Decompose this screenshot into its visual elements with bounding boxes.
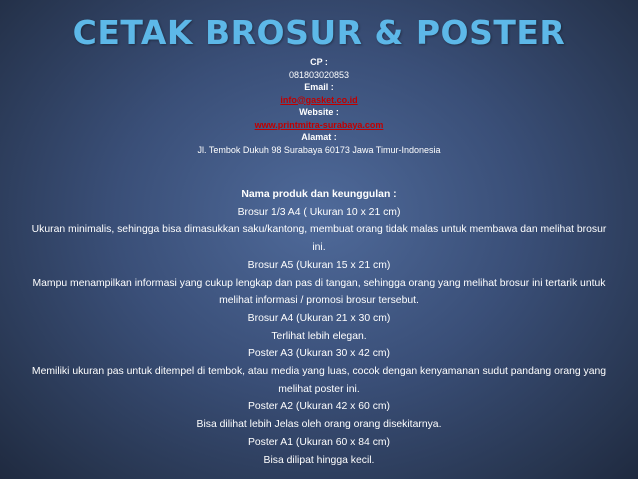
website-label: Website : [299,107,339,117]
product-line: Brosur A5 (Ukuran 15 x 21 cm) [247,259,391,271]
email-label: Email : [304,82,334,92]
product-line: Memiliki ukuran pas untuk ditempel di tembok, atau media yang luas, cocok dengan kenyamanan sudut pandang orang yang melihat poster ini. [31,366,607,395]
product-line: Bisa dilipat hingga kecil. [263,454,375,466]
product-line: Ukuran minimalis, sehingga bisa dimasukkan saku/kantong, membuat orang tidak malas untuk membawa dan melihat brosur ini. [31,224,607,254]
product-line: Bisa dilihat lebih Jelas oleh orang orang disekitarnya. [196,419,442,431]
address-label: Alamat : [301,132,337,142]
product-line: Poster A3 (Ukuran 30 x 42 cm) [247,348,391,360]
cp-label: CP : [310,57,328,67]
cp-value: 081803020853 [288,69,350,80]
product-line: Poster A2 (Ukuran 42 x 60 cm) [247,401,391,413]
products-heading: Nama produk dan keunggulan : [241,189,397,200]
contact-block [0,56,638,156]
product-line: Terlihat lebih elegan. [271,330,367,342]
website-link[interactable]: www.printmitra-surabaya.com [254,119,384,130]
product-line: Mampu menampilkan informasi yang cukup lengkap dan pas di tangan, sehingga orang yang melihat brosur ini tertarik untuk melihat informasi / promosi brosur tersebut. [32,277,606,307]
product-description [28,186,610,469]
slide-title: CETAK BROSUR & POSTER [72,13,566,52]
product-line: Brosur 1/3 A4 ( Ukuran 10 x 21 cm) [237,206,401,218]
email-link[interactable]: info@gasket.co.id [280,94,358,105]
address-value: Jl. Tembok Dukuh 98 Surabaya 60173 Jawa Timur-Indonesia [197,144,441,155]
product-line: Poster A1 (Ukuran 60 x 84 cm) [247,436,391,448]
product-line: Brosur A4 (Ukuran 21 x 30 cm) [247,312,391,324]
